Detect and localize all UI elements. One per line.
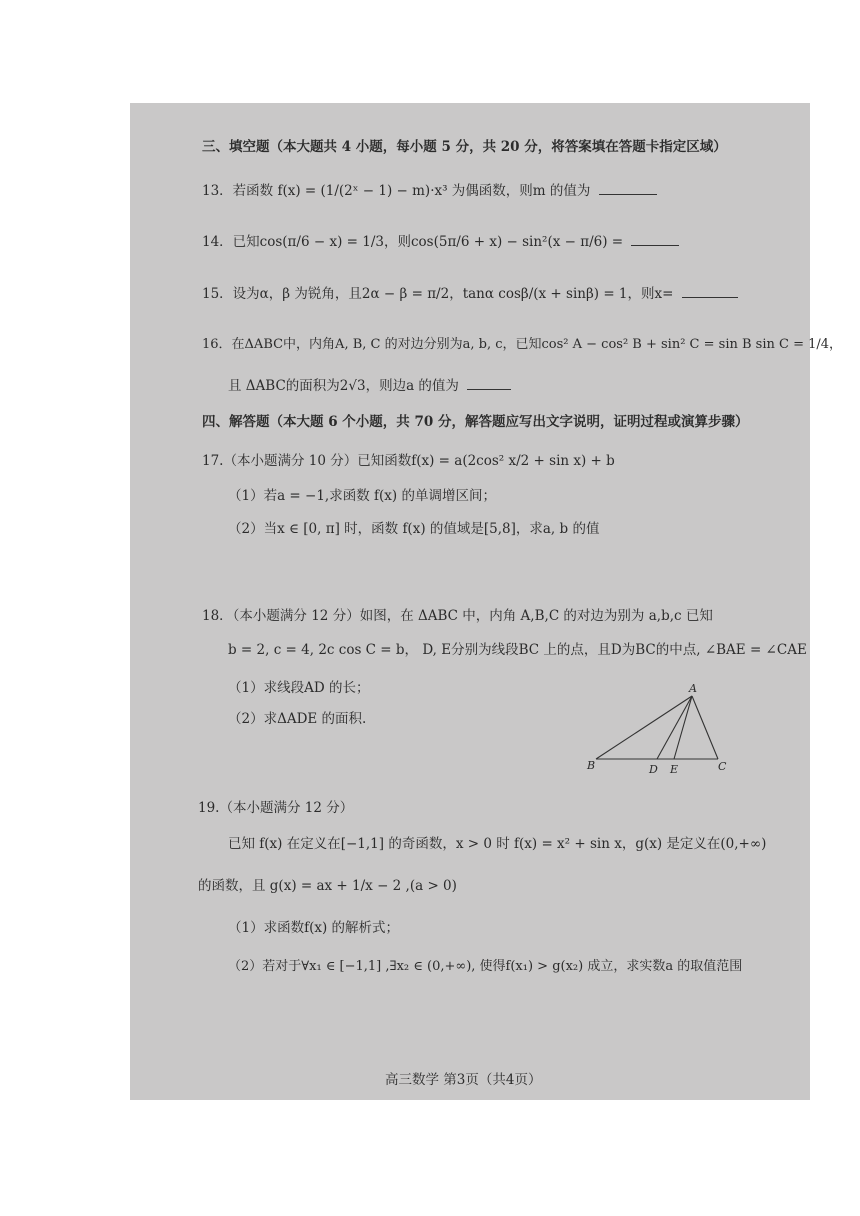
- question-19-part1: （1）求函数f(x) 的解析式；: [228, 920, 400, 936]
- question-14-text: 14．已知cos(π/6 − x) = 1/3，则cos(5π/6 + x) − sin²(x − π/6) =: [202, 234, 624, 250]
- question-19-line1: 已知 f(x) 在定义在[−1,1] 的奇函数，x > 0 时 f(x) = x² + sin x，g(x) 是定义在(0,+∞): [228, 836, 767, 852]
- question-19-line2: 的函数，且 g(x) = ax + 1/x − 2 ,(a > 0): [198, 878, 457, 894]
- question-15-text: 15．设为α，β 为锐角，且2α − β = π/2，tanα cosβ/(x + sinβ) = 1，则x=: [202, 286, 674, 302]
- label-c: C: [718, 760, 727, 773]
- question-19-stem: 19.（本小题满分 12 分）: [198, 800, 354, 816]
- question-14: [202, 236, 679, 250]
- question-16-line2-text: 且 ΔABC的面积为2√3，则边a 的值为: [228, 378, 459, 394]
- answer-blank-16: [467, 388, 511, 390]
- answer-blank-14: [631, 244, 679, 246]
- section4-heading: 四、解答题（本大题 6 个小题，共 70 分，解答题应写出文字说明，证明过程或演算步骤）: [202, 414, 749, 430]
- question-18-part2: （2）求ΔADE 的面积.: [228, 711, 367, 727]
- question-15: [202, 288, 738, 302]
- question-16-line2: [228, 380, 511, 394]
- label-d: D: [649, 763, 658, 776]
- exam-page: [130, 103, 810, 1100]
- triangle-diagram: [586, 680, 746, 780]
- label-b: B: [587, 759, 596, 772]
- question-18-part1: （1）求线段AD 的长；: [228, 680, 370, 696]
- section3-heading: 三、填空题（本大题共 4 小题，每小题 5 分，共 20 分，将答案填在答题卡指定区域）: [202, 139, 727, 155]
- segment-ab: [596, 696, 692, 759]
- question-18-stem-line2: b = 2, c = 4, 2c cos C = b， D, E分别为线段BC 上的点，且D为BC的中点, ∠BAE = ∠CAE: [228, 642, 807, 658]
- page-footer: 高三数学 第3页（共4页）: [385, 1072, 542, 1088]
- segment-ad: [657, 696, 692, 759]
- question-17-part2: （2）当x ∈ [0, π] 时，函数 f(x) 的值域是[5,8]，求a, b 的值: [228, 521, 600, 537]
- question-17-part1: （1）若a = −1,求函数 f(x) 的单调增区间；: [228, 488, 496, 504]
- question-18-stem-line1: 18．（本小题满分 12 分）如图，在 ΔABC 中，内角 A,B,C 的对边为别为 a,b,c 已知: [202, 608, 713, 624]
- label-e: E: [670, 763, 679, 776]
- segment-ac: [692, 696, 718, 759]
- label-a: A: [689, 682, 697, 695]
- answer-blank-15: [682, 296, 738, 298]
- question-13: [202, 185, 657, 199]
- question-17-stem: 17.（本小题满分 10 分）已知函数f(x) = a(2cos² x/2 + sin x) + b: [202, 453, 615, 469]
- question-13-text: 13．若函数 f(x) = (1/(2ˣ − 1) − m)·x³ 为偶函数，则m 的值为: [202, 183, 591, 199]
- question-16-line1: 16．在ΔABC中，内角A, B, C 的对边分别为a, b, c，已知cos² A − cos² B + sin² C = sin B sin C = 1/4，: [202, 337, 843, 352]
- question-19-part2: （2）若对于∀x₁ ∈ [−1,1] ,∃x₂ ∈ (0,+∞), 使得f(x₁) > g(x₂) 成立，求实数a 的取值范围: [228, 959, 743, 974]
- answer-blank-13: [599, 193, 657, 195]
